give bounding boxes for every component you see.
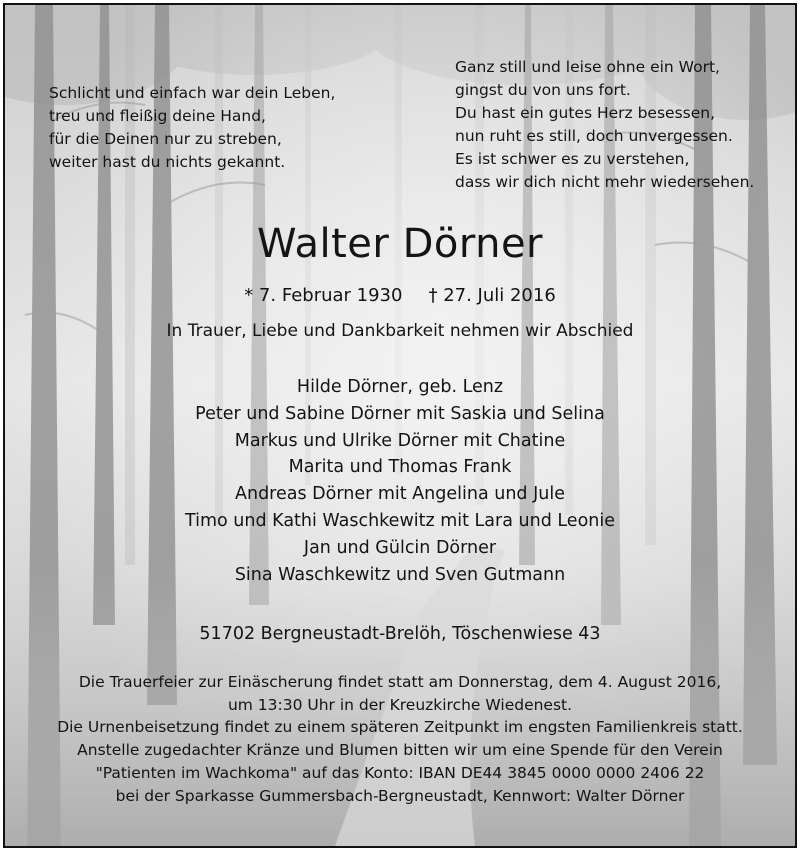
farewell-line: In Trauer, Liebe und Dankbarkeit nehmen wir Abschied bbox=[166, 321, 634, 341]
ceremony-line: bei der Sparkasse Gummersbach-Bergneustadt, Kennwort: Walter Dörner bbox=[115, 786, 685, 805]
ceremony-line: Die Trauerfeier zur Einäscherung findet statt am Donnerstag, dem 4. August 2016, bbox=[78, 673, 722, 691]
obituary-notice bbox=[3, 3, 797, 848]
ceremony-line: "Patienten im Wachkoma" auf das Konto: IBAN DE44 3845 0000 0000 2406 22 bbox=[95, 763, 705, 782]
mourner-line: Peter und Sabine Dörner mit Saskia und Selina bbox=[195, 403, 605, 424]
ceremony-line: um 13:30 Uhr in der Kreuzkirche Wiedenest. bbox=[227, 695, 573, 714]
poem-right-line: gingst du von uns fort. bbox=[455, 81, 631, 99]
poem-left-line: Schlicht und einfach war dein Leben, bbox=[49, 84, 336, 102]
mourners-list bbox=[5, 374, 795, 588]
poem-right-line: Es ist schwer es zu verstehen, bbox=[455, 150, 690, 168]
poem-right-line: Du hast ein gutes Herz besessen, bbox=[455, 104, 716, 122]
poem-left-line: weiter hast du nichts gekannt. bbox=[49, 153, 286, 171]
mourner-line: Hilde Dörner, geb. Lenz bbox=[296, 377, 504, 397]
poem-right-line: Ganz still und leise ohne ein Wort, bbox=[455, 58, 720, 76]
poem-right-line: dass wir dich nicht mehr wiedersehen. bbox=[455, 173, 755, 191]
mourner-line: Timo und Kathi Waschkewitz mit Lara und Leonie bbox=[184, 510, 616, 531]
death-date: † 27. Juli 2016 bbox=[428, 285, 556, 306]
poem-left-line: für die Deinen nur zu streben, bbox=[49, 130, 282, 148]
ceremony-line: Anstelle zugedachter Kränze und Blumen bitten wir um eine Spende für den Verein bbox=[77, 741, 723, 760]
deceased-name: Walter Dörner bbox=[257, 221, 543, 267]
mourner-line: Sina Waschkewitz und Sven Gutmann bbox=[234, 564, 566, 585]
family-address: 51702 Bergneustadt-Brelöh, Töschenwiese 43 bbox=[199, 624, 601, 644]
ceremony-details bbox=[5, 671, 795, 807]
birth-date: * 7. Februar 1930 bbox=[244, 285, 403, 306]
mourner-line: Andreas Dörner mit Angelina und Jule bbox=[235, 484, 565, 505]
poem-left-line: treu und fleißig deine Hand, bbox=[49, 107, 266, 125]
life-dates bbox=[5, 283, 795, 309]
ceremony-line: Die Urnenbeisetzung findet zu einem späteren Zeitpunkt im engsten Familienkreis statt. bbox=[57, 718, 743, 737]
poem-left bbox=[49, 82, 335, 174]
mourner-line: Markus und Ulrike Dörner mit Chatine bbox=[234, 430, 566, 451]
poem-right bbox=[455, 56, 754, 194]
mourner-line: Jan und Gülcin Dörner bbox=[303, 537, 497, 558]
poem-right-line: nun ruht es still, doch unvergessen. bbox=[455, 127, 733, 145]
mourner-line: Marita und Thomas Frank bbox=[288, 457, 512, 478]
